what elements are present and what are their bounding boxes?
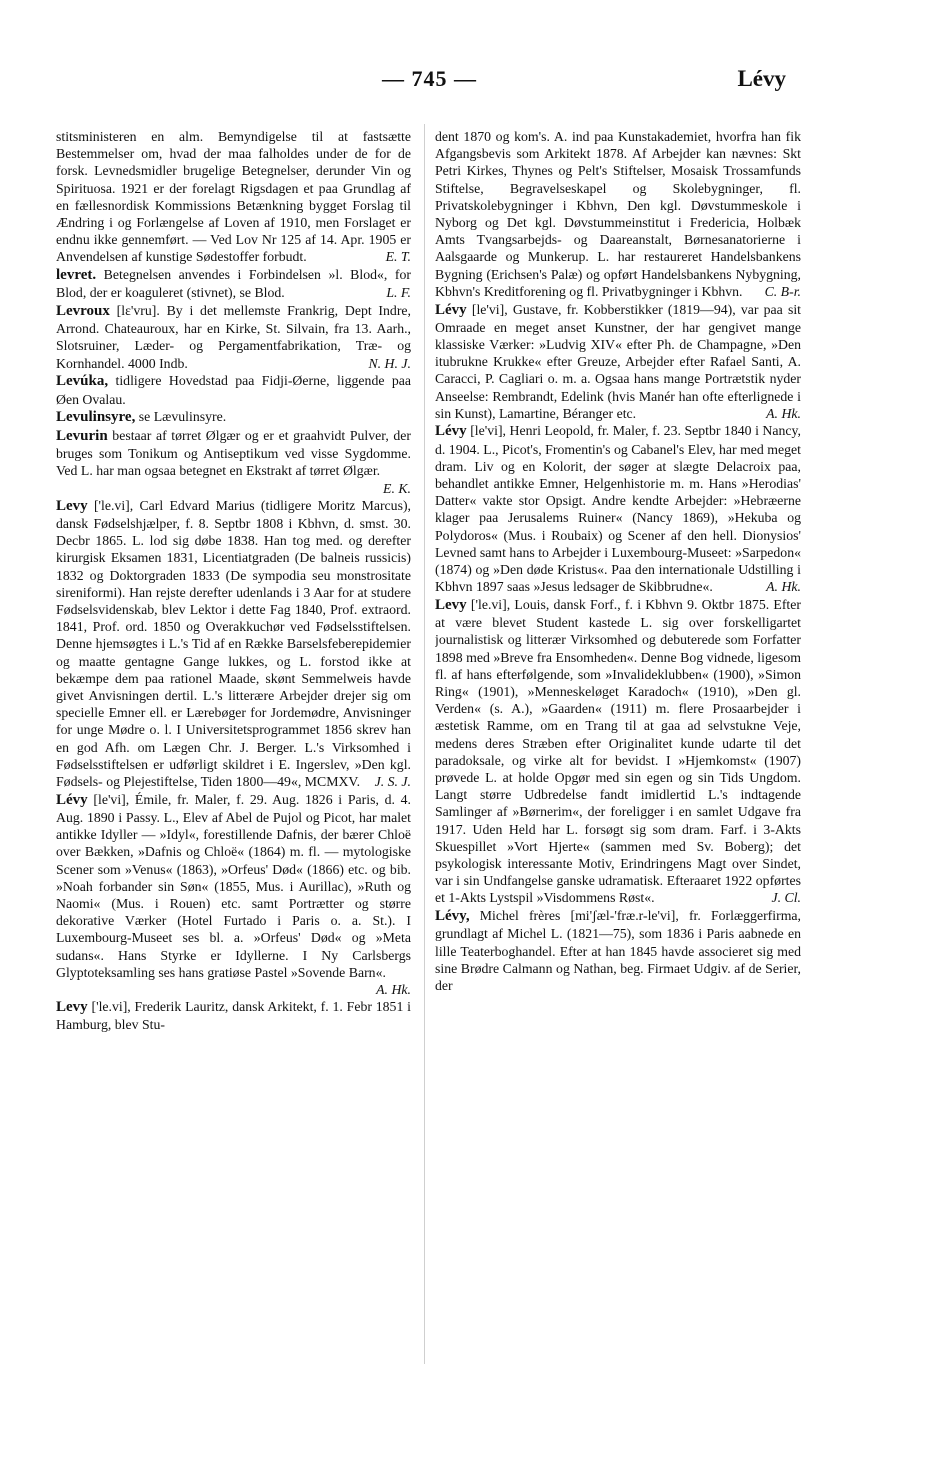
entry-text: [lɛ'vru]. By i det mellemste Frankrig, Dept Indre, Arrond. Chateauroux, har en Kirke, St. Silvain, fra 13. Aarh., Slotsruiner, Læder- og Pergamentfabrikation, Træ- og Kornhandel. 4000 Indb. (56, 303, 411, 371)
entry (435, 422, 801, 595)
headword: Levulinsyre, (56, 409, 136, 426)
entry (435, 596, 801, 907)
entry-text: stitsministeren en alm. Bemyndigelse til at fastsætte Bestemmelser om, hvad der maa falholdes under de for de forsk. Levnedsmidler brugelige Betegnelser, derunder Vin og Spirituosa. 1921 er der forelagt Rigsdagen et paa Grundlag af en fællesnordisk Kommissions Betænkning bygget Forslag til Ændring i og Forlængelse af Loven af 1910, men Forslaget er endnu ikke gennemført. — Ved Lov Nr 125 af 14. Apr. 1905 er Anvendelsen af kunstige Sødestoffer forbudt. (56, 129, 411, 265)
entry (435, 128, 801, 300)
entry-text: tidligere Hovedstad paa Fidji-Øerne, liggende paa Øen Ovalau. (56, 373, 411, 407)
entry-text: ['le.vi], Louis, dansk Forf., f. i Kbhvn 9. Oktbr 1875. Efter at være blevet Student kastede L. sig over forskelligartet journalistisk og litterær Virksomhed og debuterede som Forfatter 1898 med »Breve fra Ensomheden«. Denne Bog vidnede, ligesom fl. af hans efterfølgende, som »Invalideklubben« (1900), »Simon Ring« (1901), »Menneskeløget Karadoch« (1910), »Den gl. Verden« (s. A.), »Gaarden« (1911) m. flere Prosaarbejder i æstetisk Ramme, om en Trang til at gaa ad selvstukne Veje, medens deres Stræben efter Originalitet kunde udarte til det paradoksale, og virke alt for bevidst. I »Hjemkomst« (1907) prøvede L. at holde Opgør med sin egen og sin Tids Ungdom. Langt større Udbredelse fandt imidlertid L.'s indtagende Samlinger af »Børnerim«, der foreligger i en samlet Udgave fra 1917. Uden Held har L. forsøgt sig som dram. Farf. i 3-Akts Skuespillet »Vort Hjerte« (sammen med Sv. Boberg); det psykologisk interessante Motiv, Erindringens Magt over Sindet, var i sin Undfangelse ganske udramatisk. Efteraaret 1922 opførtes et 1-Akts Lystspil »Visdommens Røst«. (435, 596, 801, 906)
entry-text: Betegnelsen anvendes i Forbindelsen »l. Blod«, for Blod, der er koaguleret (stivnet), se Blod. (56, 267, 411, 301)
headword: Lévy (435, 301, 467, 318)
entry (56, 427, 411, 496)
headword: Levy (56, 999, 88, 1016)
author-signature: A. Hk. (766, 579, 801, 595)
author-signature: C. B-r. (764, 283, 801, 299)
author-signature: N. H. J. (368, 355, 411, 371)
headword: Levurin (56, 427, 108, 444)
entry-text: bestaar af tørret Ølgær og er et graahvidt Pulver, der bruges som Tonikum og Antiseptikum ved visse Sygdomme. Ved L. har man ogsaa betegnet en Ekstrakt af tørret Ølgær. (56, 427, 411, 479)
headword: Lévy, (435, 908, 470, 925)
author-signature: L. F. (386, 285, 411, 301)
entry (435, 907, 801, 994)
author-signature: J. Cl. (771, 890, 801, 906)
headword: Lévy (56, 791, 88, 808)
entry (56, 408, 411, 426)
entry (56, 302, 411, 372)
entry (56, 998, 411, 1033)
page-header (0, 66, 928, 96)
entry (56, 266, 411, 301)
entry-text: se Lævulinsyre. (138, 409, 227, 425)
page-number: — 745 — (382, 66, 477, 91)
author-signature: J. S. J. (374, 774, 411, 790)
headword: Levy (435, 596, 467, 613)
author-signature: E. T. (385, 249, 411, 265)
entry-text: ['le.vi], Carl Edvard Marius (tidligere Moritz Marcus), dansk Fødselshjælper, f. 8. Septbr 1808 i Kbhvn, d. smst. 30. Decbr 1865. L. lod sig døbe 1838. Han tog med. og derefter kirurgisk Eksamen 1831, Licentiatgraden (De balneis russicis) 1832 og Doktorgraden 1833 (De sympodia seu monstrositate sireniformi). Han rejste derefter udenlands i 3 Aar for at studere Fødselsvidenskab, blev Lektor i dette Fag 1840, Prof. extraord. 1841, Prof. ord. 1850 og Overakkuchør ved Fødselsstiftelsen. Denne hjemsøgtes i L.'s Tid af en Række Barselsfeberepidemier og maatte gentagne Gange lukkes, og L. forstod ikke at bekæmpe dem paa rationel Maade, skønt Semmelweis havde givet Anvisningen dertil. L.'s litterære Arbejder drejer sig om specielle Emner ell. er Lærebøger for Jordemødre, Anvisninger for unge Mødre o. l. I Universitetsprogrammet 1856 skrev han en god Afh. om Lægen Chr. J. Berger. L.'s Virksomhed i Fødselsstiftelsen er udførligt skildret i E. Ingerslev, »Den kgl. Fødsels- og Plejestiftelse, Tiden 1800—49«, MCMXV. (56, 497, 411, 790)
author-signature: A. Hk. (766, 405, 801, 421)
headword: Lévy (435, 423, 467, 440)
entry-text: dent 1870 og kom's. A. ind paa Kunstakademiet, hvorfra han fik Afgangsbevis som Arkitekt 1878. Af Arbejder kan nævnes: Skt Petri Kirkes, Thynes og Pelt's Stiftelser, Mosaisk Trossamfunds Stiftelse, Begravelseskapel og Skolebygninger, fl. Privatskolebygninger i Kbhvn, Den kgl. Døvstummeskole i Nyborg og Det kgl. Døvstummeinstitut i Fredericia, Holbæk Amts Tvangsarbejds- og Daareanstalt, Børnesanatorierne i Aalsgaarde og Munkerup. L. har restaureret Handelsbankens Bygning (Erichsen's Palæ) og opført Handelsbankens Nybygning, Kbhvn's Kreditforening og fl. Privatbygninger i Kbhvn. (435, 129, 801, 299)
author-signature: E. K. (383, 480, 411, 496)
entry (56, 791, 411, 997)
headword: levret. (56, 267, 97, 284)
entry (435, 301, 801, 422)
running-head: Lévy (737, 66, 786, 91)
left-column (56, 128, 411, 1378)
entry (56, 497, 411, 790)
headword: Levroux (56, 303, 110, 320)
entry-text: Michel frères [mi'ʃæl-'fræ.r-le'vi], fr. Forlæggerfirma, grundlagt af Michel L. (1821—75), som 1836 i Paris aabnede en lille Teaterboghandel. Efter at han 1845 havde associeret sig med sine Brødre Calmann og Nathan, beg. Firmaet Udgiv. af de Serier, der (435, 908, 801, 993)
entry-text: [le'vi], Gustave, fr. Kobberstikker (1819—94), var paa sit Omraade en meget anset Kunstner, der har gengivet mange klassiske Værker: »Ludvig XIV« efter Ph. de Champagne, »Den itubrukne Krukke« efter Greuze, Arbejder efter Rafael Santi, A. Caracci, P. Cagliari o. m. a. Ogsaa hans mange Portrætstik nyder Anseelse: Rembrandt, Edelink (hvis Manér han ofte efterlignede i sin Kunst), Lamartine, Béranger etc. (435, 301, 801, 421)
entry-text: ['le.vi], Frederik Lauritz, dansk Arkitekt, f. 1. Febr 1851 i Hamburg, blev Stu- (56, 999, 411, 1033)
author-signature: A. Hk. (376, 981, 411, 997)
right-column (435, 128, 801, 1378)
headword: Levúka, (56, 373, 109, 390)
entry (56, 128, 411, 266)
entry (56, 372, 411, 407)
entry-text: [le'vi], Émile, fr. Maler, f. 29. Aug. 1826 i Paris, d. 4. Aug. 1890 i Passy. L., Elev af Abel de Pujol og Picot, har malet antikke Idyller — »Idyl«, forestillende Dafnis, der bærer Chloë over Bækken, »Dafnis og Chloë« (1864) m. fl. — mytologiske Scener som »Venus« (1863), »Orfeus' Død« (1866) etc. og bib. »Noah forbander sin Søn« (1855, Mus. i Aurillac), »Ruth og Naomi« (Mus. i Rouen) etc. samt Portrætter og større dekorative Værker (Hotel Furtado i Paris o. a. St.). I Luxembourg-Museet ses bl. a. »Orfeus' Død« og »Meta sudans«. Hans Styrke er Idyllerne. I Ny Carlsbergs Glyptoteksamling ses hans gratiøse Pastel »Sovende Barn«. (56, 791, 411, 980)
column-divider (424, 124, 425, 1364)
entry-text: [le'vi], Henri Leopold, fr. Maler, f. 23. Septbr 1840 i Nancy, d. 1904. L., Picot's, Fromentin's og Cabanel's Elev, har med meget dram. Liv og en Kolorit, der søger at slægte Delacroix paa, behandlet antikke Emner, Helgenhistorie m. m. Hans »Herodias' Datter« vakte stor Opsigt. Andre kendte Arbejder: »Hebræerne klager paa Jerusalems Ruiner« (Nancy 1869), »Hekuba og Polydoros« (Mus. i Roubaix) og Scener af den hell. Dionysios' Levned samt hans to Arbejder i Luxembourg-Museet: »Sarpedon« (1874) og »Den døde Kristus«. Paa den internationale Udstilling i Kbhvn 1897 saas »Jesus ledsager de Skibbrudne«. (435, 423, 801, 595)
headword: Levy (56, 497, 88, 514)
